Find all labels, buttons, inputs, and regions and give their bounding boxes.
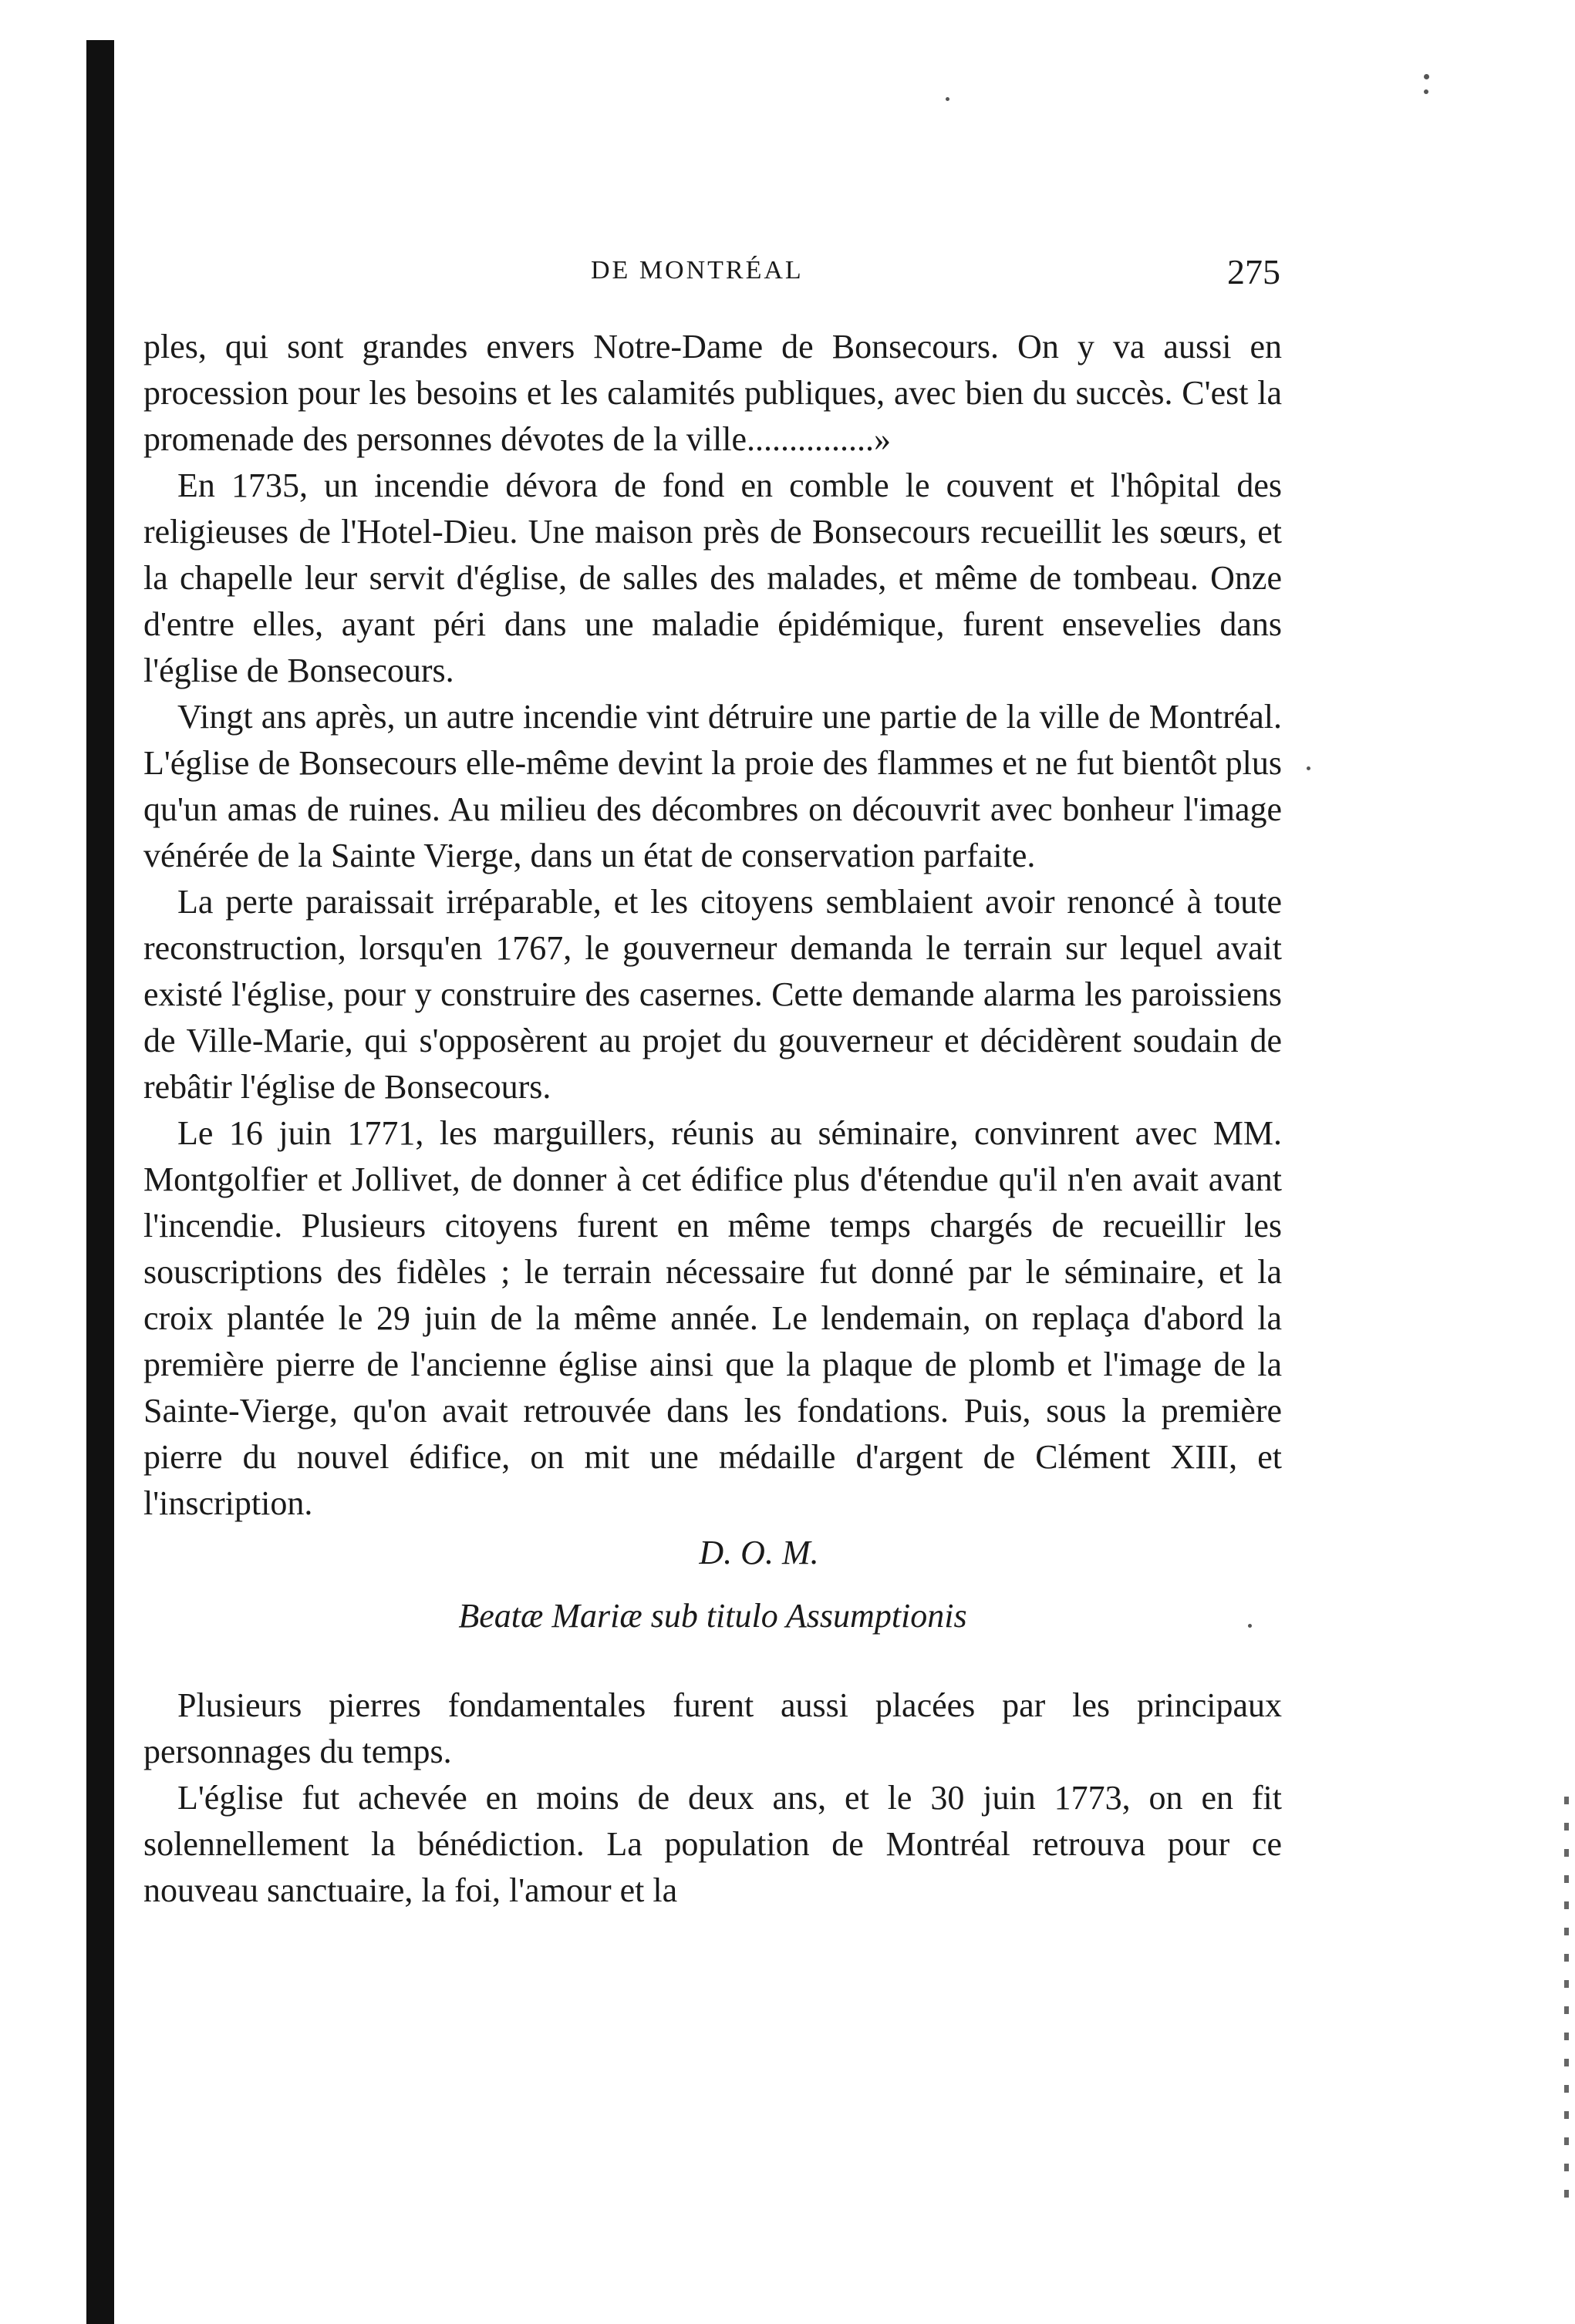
scan-speck	[1424, 89, 1428, 94]
scan-speck	[1424, 74, 1429, 79]
scan-speck	[946, 97, 949, 101]
paragraph: La perte paraissait irréparable, et les citoyens semblaient avoir renoncé à toute reconstruction, lorsqu'en 1767, le gouverneur demanda le terrain sur lequel avait existé l'église, pour y construire des casernes. Cette demande alarma les paroissiens de Ville-Marie, qui s'opposèrent au projet du gouverneur et décidèrent soudain de rebâtir l'église de Bonsecours.	[143, 883, 1282, 1106]
scan-edge-marks	[1564, 1797, 1569, 2198]
inscription-heading: D. O. M.	[699, 1534, 819, 1571]
inscription-dedication: Beatæ Mariæ sub titulo Assumptionis	[458, 1597, 967, 1635]
page-number: 275	[1227, 252, 1280, 291]
paragraph: Vingt ans après, un autre incendie vint détruire une partie de la ville de Montréal. L'église de Bonsecours elle-même devint la proie des flammes et ne fut bientôt plus qu'un amas de ruines. Au milieu des décombres on découvrit avec bonheur l'image vénérée de la Sainte Vierge, dans un état de conservation parfaite.	[143, 698, 1282, 874]
paragraph: Plusieurs pierres fondamentales furent aussi placées par les principaux personnages du temps.	[143, 1686, 1282, 1770]
paragraph: En 1735, un incendie dévora de fond en comble le couvent et l'hôpital des religieuses de l'Hotel-Dieu. Une maison près de Bonsecours recueillit les sœurs, et la chapelle leur servit d'église, de salles des malades, et même de tombeau. Onze d'entre elles, ayant péri dans une maladie épidémique, furent ensevelies dans l'église de Bonsecours.	[143, 466, 1282, 689]
body-text	[143, 324, 1282, 1914]
running-title: DE MONTRÉAL	[591, 256, 804, 285]
scan-speck	[1307, 766, 1310, 770]
running-head	[145, 251, 1280, 295]
binding-edge	[86, 40, 114, 2324]
paragraph: Le 16 juin 1771, les marguillers, réunis au séminaire, convinrent avec MM. Montgolfier et Jollivet, de donner à cet édifice plus d'étendue qu'il n'en avait avant l'incendie. Plusieurs citoyens furent en même temps chargés de recueillir les souscriptions des fidèles ; le terrain nécessaire fut donné par le séminaire, et la croix plantée le 29 juin de la même année. Le lendemain, on replaça d'abord la première pierre de l'ancienne église ainsi que la plaque de plomb et l'image de la Sainte-Vierge, qu'on avait retrouvée dans les fondations. Puis, sous la première pierre du nouvel édifice, on mit une médaille d'argent de Clément XIII, et l'inscription.	[143, 1114, 1282, 1522]
paragraph: ples, qui sont grandes envers Notre-Dame de Bonsecours. On y va aussi en procession pour les besoins et les calamités publiques, avec bien du succès. C'est la promenade des personnes dévotes de la ville...............»	[143, 328, 1282, 458]
paragraph: L'église fut achevée en moins de deux ans, et le 30 juin 1773, on en fit solennellement la bénédiction. La population de Montréal retrouva pour ce nouveau sanctuaire, la foi, l'amour et la	[143, 1779, 1282, 1909]
